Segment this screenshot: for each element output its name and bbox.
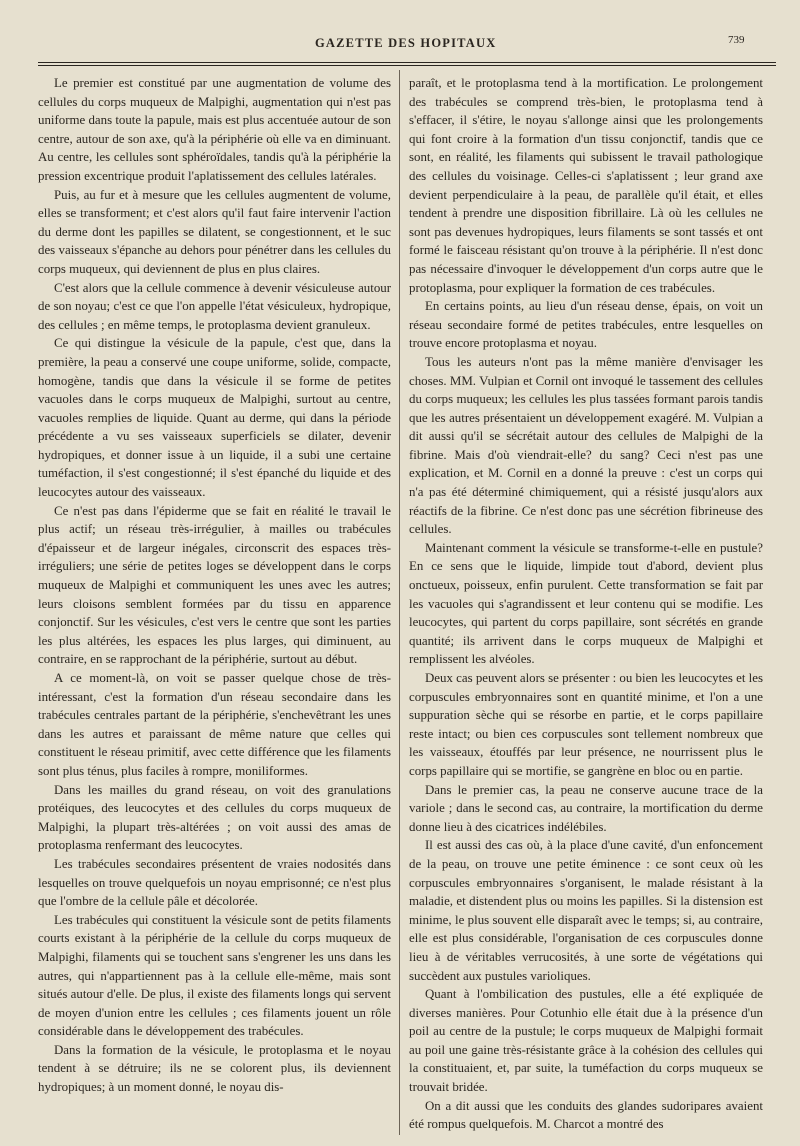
- paragraph: Les trabécules secondaires présentent de vraies nodosités dans lesquelles on trouve quelquefois un noyau emprisonné; ce n'est plus que l'ombre de la cellule pâle et décolorée.: [38, 856, 391, 909]
- paragraph: C'est alors que la cellule commence à devenir vésiculeuse autour de son noyau; c'est ce que l'on appelle l'état vésiculeux, hydropique, des cellules ; en même temps, le protoplasma devient granuleux.: [38, 280, 391, 332]
- column-divider: [399, 70, 400, 1135]
- paragraph: Quant à l'ombilication des pustules, elle a été expliquée de diverses manières. Pour Cotunhio elle était due à la présence d'un poil au centre de la pustule; le corps muqueux de Malpighi formait au poil une gaine très-résistante grâce à la cohésion des cellules qui la constituaient, et, par suite, la tuméfaction du corps muqueux se trouvait bridée.: [409, 987, 763, 1095]
- header-rule-double: [38, 65, 776, 66]
- paragraph: Deux cas peuvent alors se présenter : ou bien les leucocytes et les corpuscules embryonnaires sont en quantité minime, et l'on a une suppuration sèche qui se résorbe en partie, et le corps papillaire reste intact; ou bien ces corpuscules sont tellement nombreux que les vaisseaux, étouffés par leur présence, ne nourrissent plus le corps papillaire qui se mortifie, se gangrène en bloc ou en partie.: [409, 671, 763, 778]
- page-number: 739: [728, 34, 745, 46]
- paragraph: A ce moment-là, on voit se passer quelque chose de très-intéressant, c'est la formation d'un réseau secondaire dans les trabécules centrales partant de la périphérie, s'enchevêtrant les unes dans les autres et paraissant de même nature que celles qui constituent le réseau primitif, avec cette différence que les filaments sont plus ténus, plus faciles à rompre, moniliformes.: [38, 671, 391, 778]
- page-header: [0, 28, 800, 56]
- paragraph: Maintenant comment la vésicule se transforme-t-elle en pustule? En ce sens que le liquide, limpide tout d'abord, devient plus onctueux, poisseux, enfin purulent. Cette transformation se fait par les vacuoles qui s'agrandissent et leur contenu qui se modifie. Les leucocytes, qui partent du corps papillaire, sont sécrétés en grande quantité; ils arrivent dans le corps muqueux de Malpighi et remplissent les alvéoles.: [409, 540, 763, 667]
- header-rule: [38, 62, 776, 63]
- paragraph: En certains points, au lieu d'un réseau dense, épais, on voit un réseau secondaire formé de petites trabécules, entre lesquelles on trouve encore protoplasma et noyau.: [409, 299, 763, 351]
- left-column: [38, 74, 391, 1097]
- paragraph: Il est aussi des cas où, à la place d'une cavité, d'un enfoncement de la peau, on trouve une petite éminence : ce sont ceux où les corpuscules embryonnaires s'organisent, le malade résistant à la maladie, et distendent plus ou moins les papilles. Si la distension est minime, le plus souvent elle disparaît avec le temps; si, au contraire, elle est plus considérable, l'organisation de ces corpuscules donne lieu à de véritables verrucosités, à une sorte de végétations qui succèdent aux pustules varioliques.: [409, 838, 763, 983]
- paragraph: Tous les auteurs n'ont pas la même manière d'envisager les choses. MM. Vulpian et Cornil ont invoqué le tassement des cellules du corps muqueux; les cellules les plus tassées formant parois tandis que les autres présentaient un développement exagéré. M. Vulpian a dit aussi qu'il se sécrétait autour des cellules de Malpighi de la fibrine. Mais d'où viendrait-elle? du sang? Ceci n'est pas une explication, et M. Cornil en a donné la preuve : c'est un corps qui n'a pas été déterminé chimiquement, qui a résisté jusqu'alors aux réactifs de la fibrine. Ce n'est donc pas une sécrétion fibrineuse des cellules.: [409, 354, 763, 537]
- paragraph: Ce n'est pas dans l'épiderme que se fait en réalité le travail le plus actif; un réseau très-irrégulier, à mailles ou trabécules d'épaisseur et de largeur inégales, circonscrit des espaces très-irréguliers; une série de petites loges se développent dans le corps muqueux de Malpighi et communiquent les unes avec les autres; leurs cloisons semblent formées par du tissu en apparence conjonctif. Sur les vésicules, c'est vers le centre que sont les parties les plus altérées, les espaces les plus larges, qui diminuent, au contraire, en se rapprochant de la périphérie, surtout au début.: [38, 503, 391, 667]
- paragraph: Dans les mailles du grand réseau, on voit des granulations protéiques, des leucocytes et des cellules du corps muqueux de Malpighi, la plupart très-altérées ; on voit aussi des amas de protoplasma renfermant des leucocytes.: [38, 782, 391, 853]
- paragraph: Les trabécules qui constituent la vésicule sont de petits filaments courts existant à la périphérie de la cellule du corps muqueux de Malpighi, filaments qui se touchent sans s'engrener les uns dans les autres, qui n'appartiennent pas à la cellule elle-même, mais sont situés autour d'elle. De plus, il existe des filaments longs qui servent de moyen d'union entre les cellules ; ces filaments jouent un rôle considérable dans le développement des trabécules.: [38, 912, 391, 1039]
- paragraph: Dans la formation de la vésicule, le protoplasma et le noyau tendent à se détruire; ils ne se colorent plus, ils deviennent hydropiques; à un moment donné, le noyau dis-: [38, 1042, 391, 1095]
- journal-title: GAZETTE DES HOPITAUX: [315, 36, 497, 50]
- paragraph: Le premier est constitué par une augmentation de volume des cellules du corps muqueux de Malpighi, augmentation qui n'est pas uniforme dans toute la papule, mais est plus accentuée autour de son centre, autour de son axe, qu'à la périphérie où elle va en diminuant. Au centre, les cellules sont sphéroïdales, tandis qu'à la périphérie la pression excentrique produit l'aplatissement des cellules latérales.: [38, 76, 391, 183]
- right-column: [409, 74, 763, 1134]
- paragraph: Ce qui distingue la vésicule de la papule, c'est que, dans la première, la peau a conservé une coupe uniforme, solide, compacte, homogène, tandis que dans la vésicule il se forme de petites vacuoles dans le corps muqueux de Malpighi, surtout au centre, vacuoles remplies de liquide. Quant au derme, qui dans la période précédente a vu ses vaisseaux superficiels se dilater, devenir hydropiques, et donner issue à un liquide, il a subi une certaine tuméfaction, il s'est congestionné; il s'est épanché du liquide et des leucocytes autour des vaisseaux.: [38, 336, 391, 500]
- paragraph: Puis, au fur et à mesure que les cellules augmentent de volume, elles se transforment; et c'est alors qu'il faut faire intervenir l'action du derme dont les papilles se dilatent, se congestionnent, et le suc des vaisseaux s'épanche au dehors pour pénétrer dans les cellules du corps muqueux, qui deviennent de plus en plus claires.: [38, 187, 391, 276]
- paragraph: Dans le premier cas, la peau ne conserve aucune trace de la variole ; dans le second cas, au contraire, la mortification du derme donne lieu à des cicatrices indélébiles.: [409, 782, 763, 834]
- paragraph: paraît, et le protoplasma tend à la mortification. Le prolongement des trabécules se comprend très-bien, le protoplasma tend à s'effacer, il s'étire, le noyau s'allonge ainsi que les prolongements qui font croire à la formation d'un tissu conjonctif, tandis que ce sont, en réalité, les filaments qui subissent le travail pathologique des cellules du voisinage. Celles-ci s'aplatissent ; leur grand axe devient perpendiculaire à la peau, de parallèle qu'il était, et elles tendent à prendre une disposition fibrillaire. Là où les cellules ne sont pas devenues hydropiques, leurs filaments se sont tassés et ont formé le faisceau résistant qu'on trouve à la périphérie. Il n'est donc pas nécessaire d'invoquer le développement d'un corps autre que le protoplasma, pour expliquer la formation de ces trabécules.: [409, 76, 763, 295]
- paragraph: On a dit aussi que les conduits des glandes sudoripares avaient été rompus quelquefois. M. Charcot a montré des: [409, 1098, 763, 1132]
